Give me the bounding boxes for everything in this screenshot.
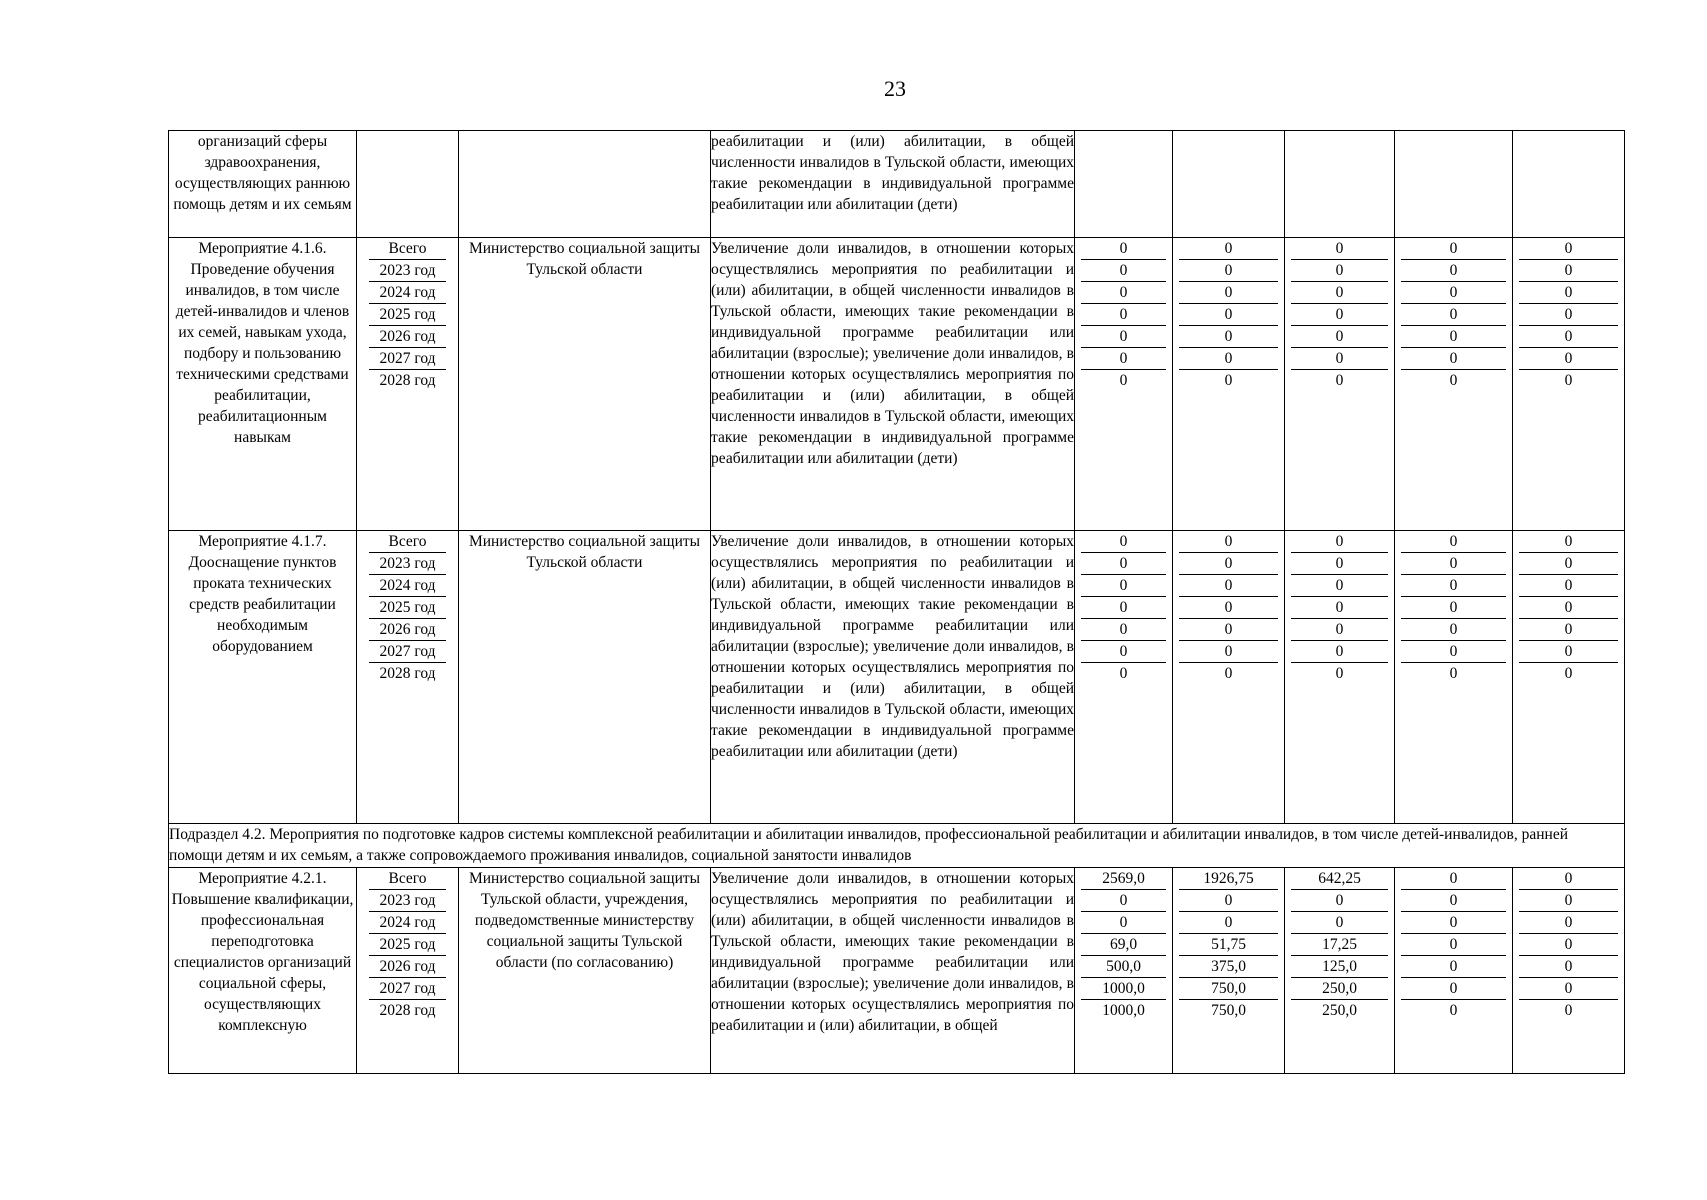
value: 750,0 — [1179, 978, 1278, 1000]
page-number: 23 — [884, 76, 906, 101]
value: 0 — [1081, 619, 1166, 641]
value-cell — [1285, 238, 1395, 531]
value: 0 — [1519, 641, 1618, 663]
value-cell — [1075, 531, 1173, 824]
value: 0 — [1564, 665, 1573, 682]
value: 0 — [1291, 619, 1388, 641]
value: 0 — [1179, 641, 1278, 663]
period-label: 2028 год — [379, 1002, 436, 1019]
value-cell — [1395, 868, 1513, 1074]
value: 0 — [1401, 238, 1506, 260]
value: 1000,0 — [1102, 1002, 1145, 1019]
value-cell — [1285, 868, 1395, 1074]
value: 0 — [1519, 597, 1618, 619]
executor: Министерство социальной защиты Тульской области — [459, 238, 711, 531]
value: 0 — [1179, 531, 1278, 553]
value: 0 — [1081, 238, 1166, 260]
period-label: Всего — [369, 868, 446, 890]
value: 0 — [1519, 956, 1618, 978]
table-row — [169, 531, 1625, 824]
value: 0 — [1179, 597, 1278, 619]
value: 0 — [1179, 575, 1278, 597]
value: 0 — [1401, 531, 1506, 553]
period-cell — [357, 531, 459, 824]
value-cell — [1395, 531, 1513, 824]
value: 0 — [1224, 372, 1233, 389]
value: 0 — [1081, 531, 1166, 553]
value: 0 — [1519, 260, 1618, 282]
event-name: Мероприятие 4.1.6. Проведение обучения инвалидов, в том числе детей-инвалидов и членов их семей, навыкам ухода, подбору и пользованию техническими средствами реабилитации, реабилитационным навыкам — [169, 238, 357, 531]
value: 0 — [1519, 868, 1618, 890]
event-name: Мероприятие 4.2.1. Повышение квалификации, профессиональная переподготовка специалистов организаций социальной сферы, осуществляющих комплексную — [169, 868, 357, 1074]
value: 0 — [1519, 326, 1618, 348]
executor: Министерство социальной защиты Тульской области — [459, 531, 711, 824]
table-row — [169, 868, 1625, 1074]
value: 0 — [1291, 238, 1388, 260]
indicator-description: Увеличение доли инвалидов, в отношении которых осуществлялись мероприятия по реабилитации и (или) абилитации, в общей численности инвалидов в Тульской области, имеющих такие рекомендации в индивидуальной программе реабилитации или абилитации (взрослые); увеличение доли инвалидов, в отношении которых осуществлялись мероприятия по реабилитации и (или) абилитации, в общей численности инвалидов в Тульской области, имеющих такие рекомендации в индивидуальной программе реабилитации или абилитации (дети) — [711, 238, 1075, 531]
period-label: 2027 год — [369, 641, 446, 663]
value: 250,0 — [1322, 1002, 1357, 1019]
value: 0 — [1179, 326, 1278, 348]
value-cell — [1513, 531, 1625, 824]
value: 750,0 — [1211, 1002, 1246, 1019]
value: 0 — [1401, 934, 1506, 956]
value: 0 — [1081, 260, 1166, 282]
value: 0 — [1564, 372, 1573, 389]
period-label: 2025 год — [369, 597, 446, 619]
table-row — [169, 238, 1625, 531]
value: 0 — [1224, 665, 1233, 682]
value: 0 — [1179, 553, 1278, 575]
value: 0 — [1401, 641, 1506, 663]
value: 0 — [1081, 912, 1166, 934]
value: 0 — [1401, 619, 1506, 641]
value: 0 — [1081, 348, 1166, 370]
value: 0 — [1401, 868, 1506, 890]
period-label: 2024 год — [369, 912, 446, 934]
period-label: Всего — [369, 531, 446, 553]
program-table — [168, 130, 1625, 1074]
value: 0 — [1519, 238, 1618, 260]
indicator-description: реабилитации и (или) абилитации, в общей численности инвалидов в Тульской области, имеющих такие рекомендации в индивидуальной программе реабилитации или абилитации (дети) — [711, 131, 1075, 238]
value: 0 — [1291, 260, 1388, 282]
event-name: Мероприятие 4.1.7. Дооснащение пунктов проката технических средств реабилитации необходимым оборудованием — [169, 531, 357, 824]
value-cell — [1075, 131, 1173, 238]
executor — [459, 131, 711, 238]
value-cell — [1285, 131, 1395, 238]
period-cell — [357, 238, 459, 531]
value: 0 — [1519, 890, 1618, 912]
value: 125,0 — [1291, 956, 1388, 978]
value-cell — [1173, 531, 1285, 824]
value: 0 — [1081, 575, 1166, 597]
value: 1000,0 — [1081, 978, 1166, 1000]
value: 0 — [1179, 348, 1278, 370]
value: 375,0 — [1179, 956, 1278, 978]
period-label: 2026 год — [369, 956, 446, 978]
value: 0 — [1519, 978, 1618, 1000]
value-cell — [1513, 131, 1625, 238]
period-label: 2024 год — [369, 282, 446, 304]
value: 0 — [1335, 372, 1344, 389]
value: 0 — [1519, 575, 1618, 597]
value: 0 — [1081, 553, 1166, 575]
value: 0 — [1401, 978, 1506, 1000]
value: 0 — [1519, 553, 1618, 575]
value: 0 — [1081, 597, 1166, 619]
value: 0 — [1291, 282, 1388, 304]
value: 51,75 — [1179, 934, 1278, 956]
value: 0 — [1291, 575, 1388, 597]
value: 2569,0 — [1081, 868, 1166, 890]
section-heading: Подраздел 4.2. Мероприятия по подготовке кадров системы комплексной реабилитации и абилитации инвалидов, профессиональной реабилитации и абилитации инвалидов, в том числе детей-инвалидов, ранней помощи детям и их семьям, а также сопровождаемого проживания инвалидов, социальной занятости инвалидов — [169, 824, 1625, 868]
value: 0 — [1401, 348, 1506, 370]
executor: Министерство социальной защиты Тульской области, учреждения, подведомственные министерству социальной защиты Тульской области (по согласованию) — [459, 868, 711, 1074]
value: 0 — [1081, 326, 1166, 348]
value: 0 — [1291, 553, 1388, 575]
value: 0 — [1179, 619, 1278, 641]
value: 0 — [1179, 890, 1278, 912]
period-cell — [357, 131, 459, 238]
value: 0 — [1519, 934, 1618, 956]
value: 0 — [1179, 912, 1278, 934]
value: 0 — [1081, 641, 1166, 663]
value: 0 — [1519, 282, 1618, 304]
period-label: 2026 год — [369, 326, 446, 348]
value: 0 — [1291, 326, 1388, 348]
value: 0 — [1449, 1002, 1458, 1019]
value: 0 — [1291, 348, 1388, 370]
period-label: 2023 год — [369, 553, 446, 575]
period-label: 2026 год — [369, 619, 446, 641]
value: 0 — [1401, 304, 1506, 326]
value: 0 — [1401, 912, 1506, 934]
value-cell — [1395, 238, 1513, 531]
value: 0 — [1179, 282, 1278, 304]
indicator-description: Увеличение доли инвалидов, в отношении которых осуществлялись мероприятия по реабилитации и (или) абилитации, в общей численности инвалидов в Тульской области, имеющих такие рекомендации в индивидуальной программе реабилитации или абилитации (взрослые); увеличение доли инвалидов, в отношении которых осуществлялись мероприятия по реабилитации и (или) абилитации, в общей численности инвалидов в Тульской области, имеющих такие рекомендации в индивидуальной программе реабилитации или абилитации (дети) — [711, 531, 1075, 824]
value: 0 — [1519, 348, 1618, 370]
period-label: 2024 год — [369, 575, 446, 597]
value-cell — [1075, 238, 1173, 531]
period-label: 2027 год — [369, 348, 446, 370]
value: 0 — [1335, 665, 1344, 682]
value: 0 — [1081, 890, 1166, 912]
table-row — [169, 131, 1625, 238]
value: 0 — [1449, 665, 1458, 682]
value: 0 — [1291, 304, 1388, 326]
value-cell — [1395, 131, 1513, 238]
value-cell — [1513, 868, 1625, 1074]
value-cell — [1513, 238, 1625, 531]
value: 0 — [1081, 304, 1166, 326]
value: 642,25 — [1291, 868, 1388, 890]
value: 0 — [1291, 641, 1388, 663]
period-label: 2028 год — [379, 665, 436, 682]
value-cell — [1173, 131, 1285, 238]
value: 0 — [1291, 890, 1388, 912]
value: 0 — [1519, 619, 1618, 641]
value: 0 — [1179, 260, 1278, 282]
value: 0 — [1291, 912, 1388, 934]
value: 17,25 — [1291, 934, 1388, 956]
value: 0 — [1519, 304, 1618, 326]
value: 0 — [1401, 890, 1506, 912]
section-row — [169, 824, 1625, 868]
value: 0 — [1401, 956, 1506, 978]
value: 0 — [1291, 531, 1388, 553]
value: 0 — [1401, 575, 1506, 597]
value: 0 — [1179, 304, 1278, 326]
period-label: 2028 год — [379, 372, 436, 389]
value: 0 — [1081, 282, 1166, 304]
value-cell — [1285, 531, 1395, 824]
period-label: 2023 год — [369, 890, 446, 912]
indicator-description: Увеличение доли инвалидов, в отношении которых осуществлялись мероприятия по реабилитации и (или) абилитации, в общей численности инвалидов в Тульской области, имеющих такие рекомендации в индивидуальной программе реабилитации или абилитации (взрослые); увеличение доли инвалидов, в отношении которых осуществлялись мероприятия по реабилитации и (или) абилитации, в общей — [711, 868, 1075, 1074]
value: 1926,75 — [1179, 868, 1278, 890]
period-label: 2025 год — [369, 934, 446, 956]
value: 0 — [1401, 326, 1506, 348]
value: 250,0 — [1291, 978, 1388, 1000]
value: 69,0 — [1081, 934, 1166, 956]
value: 0 — [1119, 372, 1128, 389]
value-cell — [1075, 868, 1173, 1074]
event-name: организаций сферы здравоохранения, осуществляющих раннюю помощь детям и их семьям — [169, 131, 357, 238]
period-cell — [357, 868, 459, 1074]
period-label: 2027 год — [369, 978, 446, 1000]
value: 0 — [1401, 282, 1506, 304]
value: 500,0 — [1081, 956, 1166, 978]
value: 0 — [1401, 597, 1506, 619]
value-cell — [1173, 238, 1285, 531]
period-label: 2023 год — [369, 260, 446, 282]
value: 0 — [1449, 372, 1458, 389]
value: 0 — [1519, 531, 1618, 553]
value: 0 — [1519, 912, 1618, 934]
value: 0 — [1564, 1002, 1573, 1019]
value: 0 — [1179, 238, 1278, 260]
value: 0 — [1119, 665, 1128, 682]
period-label: Всего — [369, 238, 446, 260]
value: 0 — [1401, 260, 1506, 282]
period-label: 2025 год — [369, 304, 446, 326]
value: 0 — [1401, 553, 1506, 575]
value-cell — [1173, 868, 1285, 1074]
value: 0 — [1291, 597, 1388, 619]
